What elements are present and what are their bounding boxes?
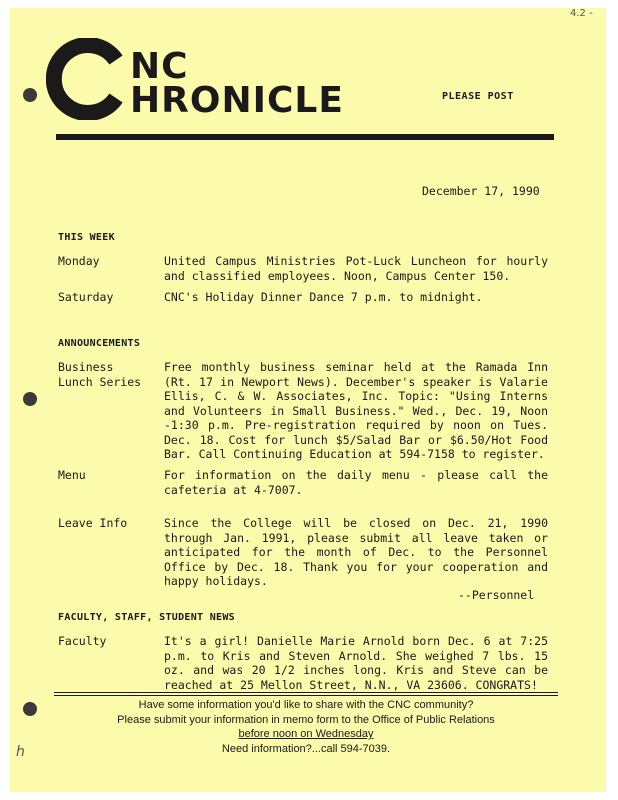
footer-deadline: before noon on Wednesday (238, 728, 374, 740)
item-label-business-lunch (58, 360, 141, 389)
section-heading-this-week: THIS WEEK (58, 232, 115, 243)
newsletter-page (10, 8, 606, 792)
binder-hole (23, 88, 37, 102)
item-label-saturday: Saturday (58, 290, 114, 304)
issue-date: December 17, 1990 (422, 184, 540, 198)
footer-line: Have some information you'd like to share with the CNC community? (138, 699, 474, 711)
footer (54, 698, 558, 756)
item-text-monday: United Campus Ministries Pot-Luck Luncheon for hourly and classified employees. Noon, Campus Center 150. (164, 254, 548, 283)
margin-mark: 4.2 - (570, 8, 593, 19)
signature-personnel: --Personnel (458, 588, 535, 602)
logo-nc: NC (130, 46, 189, 87)
item-text-saturday: CNC's Holiday Dinner Dance 7 p.m. to midnight. (164, 290, 483, 304)
item-text-leave-info: Since the College will be closed on Dec. 21, 1990 through Jan. 1991, please submit all leave taken or anticipated for the month of Dec. to the Personnel Office by Dec. 18. Thank you for your cooperation and happy holidays. (164, 516, 548, 588)
item-label-menu: Menu (58, 468, 86, 482)
please-post: PLEASE POST (442, 91, 514, 102)
item-label-faculty: Faculty (58, 634, 107, 648)
logo-c-graphic (46, 38, 128, 120)
item-label-monday: Monday (58, 254, 100, 268)
margin-mark: h (16, 744, 25, 760)
logo-hronicle: HRONICLE (130, 80, 344, 121)
footer-contact: Need information?...call 594-7039. (221, 742, 391, 755)
label-line: Lunch Series (58, 374, 142, 389)
footer-line: Please submit your information in memo form to the Office of Public Relations (117, 713, 495, 726)
label-line: Business (58, 360, 114, 374)
binder-hole (23, 702, 37, 716)
binder-hole (23, 392, 37, 406)
item-text-menu: For information on the daily menu - please call the cafeteria at 4-7007. (164, 468, 548, 497)
item-label-leave-info: Leave Info (58, 516, 128, 530)
section-heading-announcements: ANNOUNCEMENTS (58, 338, 141, 349)
section-heading-faculty-news: FACULTY, STAFF, STUDENT NEWS (58, 612, 235, 623)
footer-rule (54, 692, 558, 696)
masthead-rule (56, 134, 554, 140)
item-text-business-lunch: Free monthly business seminar held at the Ramada Inn (Rt. 17 in Newport News). December's speaker is Valarie Ellis, C. & W. Associates, Inc. Topic: "Using Interns and Volunteers in Small Business." Wed., Dec. 19, Noon -1:30 p.m. Pre-registration required by noon on Tues. Dec. 18. Cost for lunch $5/Salad Bar or $6.50/Hot Food Bar. Call Continuing Education at 594-7158 to register. (164, 360, 548, 461)
item-text-faculty: It's a girl! Danielle Marie Arnold born Dec. 6 at 7:25 p.m. to Kris and Steven Arnold. She weighed 7 lbs. 15 oz. and was 20 1/2 inches long. Kris and Steve can be reached at 25 Mellon Street, N.N., VA 23606. CONGRATS! (164, 634, 548, 692)
